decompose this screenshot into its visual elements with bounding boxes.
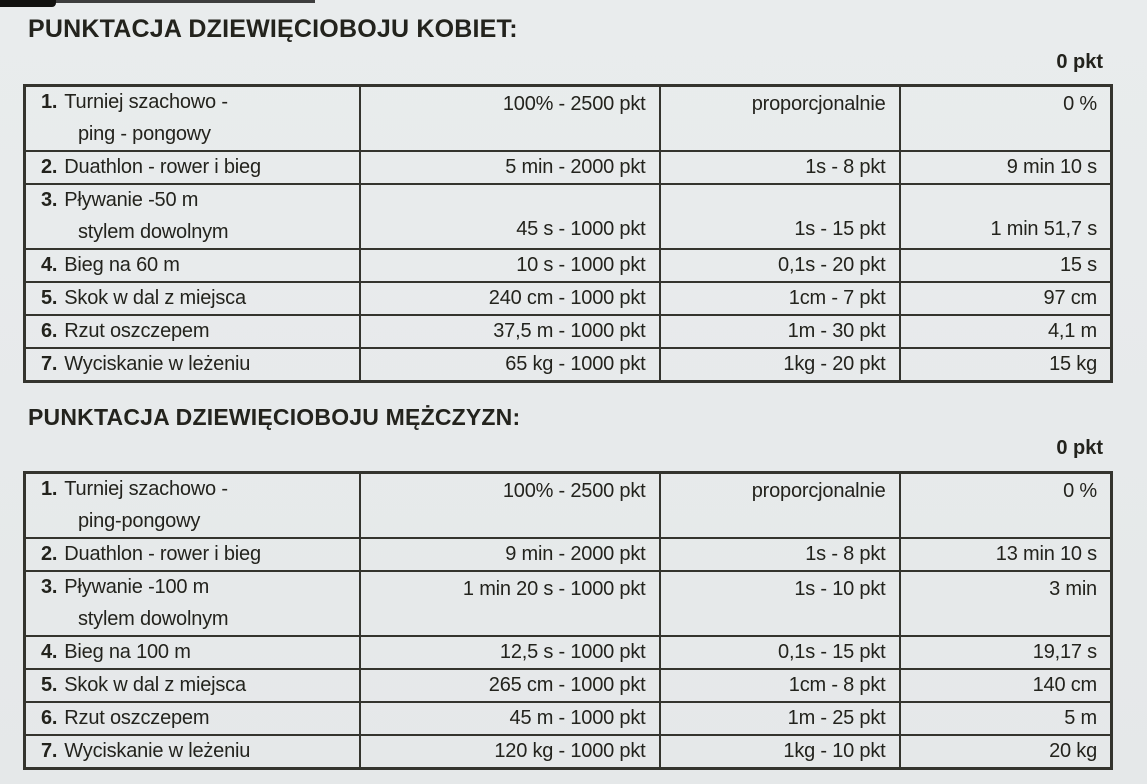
step-points-cell: proporcjonalnie: [660, 86, 900, 152]
event-name-cell: [25, 86, 360, 152]
table-row: [25, 315, 1112, 348]
table-row: [25, 636, 1112, 669]
zero-result-cell: 1 min 51,7 s: [900, 184, 1112, 249]
event-name-line2: stylem dowolnym: [78, 608, 229, 630]
zero-result-cell: 9 min 10 s: [900, 151, 1112, 184]
event-name: Wyciskanie w leżeniu: [64, 740, 251, 762]
women-scoring-table: [23, 84, 1113, 383]
table-row: [25, 735, 1112, 769]
row-number: 6.: [41, 707, 58, 729]
row-number: 6.: [41, 320, 58, 342]
row-number: 5.: [41, 287, 58, 309]
row-number: 5.: [41, 674, 58, 696]
max-points-cell: 45 s - 1000 pkt: [360, 184, 660, 249]
row-number: 1.: [41, 478, 58, 500]
event-name-line2: stylem dowolnym: [78, 221, 229, 243]
event-name: Turniej szachowo -: [64, 91, 228, 113]
event-name-cell: [25, 571, 360, 636]
event-name: Pływanie -50 m: [64, 189, 199, 211]
zero-result-cell: 97 cm: [900, 282, 1112, 315]
table-row: [25, 348, 1112, 382]
step-points-cell: 1kg - 10 pkt: [660, 735, 900, 769]
row-number: 4.: [41, 641, 58, 663]
event-name: Duathlon - rower i bieg: [64, 156, 261, 178]
event-name-cell: [25, 538, 360, 571]
step-points-cell: 0,1s - 15 pkt: [660, 636, 900, 669]
step-points-cell: 1s - 8 pkt: [660, 538, 900, 571]
event-name: Duathlon - rower i bieg: [64, 543, 261, 565]
zero-result-cell: 0 %: [900, 473, 1112, 539]
step-points-cell: 1kg - 20 pkt: [660, 348, 900, 382]
zero-result-cell: 19,17 s: [900, 636, 1112, 669]
row-number: 2.: [41, 156, 58, 178]
zero-result-cell: 20 kg: [900, 735, 1112, 769]
max-points-cell: 12,5 s - 1000 pkt: [360, 636, 660, 669]
zero-result-cell: 5 m: [900, 702, 1112, 735]
max-points-cell: 10 s - 1000 pkt: [360, 249, 660, 282]
table-row: [25, 571, 1112, 636]
event-name-cell: [25, 348, 360, 382]
event-name-cell: [25, 151, 360, 184]
max-points-cell: 240 cm - 1000 pkt: [360, 282, 660, 315]
row-number: 4.: [41, 254, 58, 276]
men-table-title: PUNKTACJA DZIEWIĘCIOBOJU MĘŻCZYZN:: [28, 404, 521, 430]
zero-result-cell: 15 kg: [900, 348, 1112, 382]
step-points-cell: 1s - 8 pkt: [660, 151, 900, 184]
event-name: Rzut oszczepem: [64, 320, 210, 342]
event-name: Turniej szachowo -: [64, 478, 228, 500]
row-number: 7.: [41, 740, 58, 762]
row-number: 3.: [41, 576, 58, 598]
table-row: [25, 184, 1112, 249]
max-points-cell: 37,5 m - 1000 pkt: [360, 315, 660, 348]
event-name-cell: [25, 315, 360, 348]
max-points-cell: 265 cm - 1000 pkt: [360, 669, 660, 702]
max-points-cell: 100% - 2500 pkt: [360, 86, 660, 152]
step-points-cell: 0,1s - 20 pkt: [660, 249, 900, 282]
table-row: [25, 86, 1112, 152]
step-points-cell: 1cm - 7 pkt: [660, 282, 900, 315]
table-row: [25, 538, 1112, 571]
step-points-cell: proporcjonalnie: [660, 473, 900, 539]
table-row: [25, 473, 1112, 539]
event-name-line2: ping-pongowy: [78, 510, 201, 532]
men-scoring-table: [23, 471, 1113, 770]
table-row: [25, 282, 1112, 315]
row-number: 1.: [41, 91, 58, 113]
event-name: Wyciskanie w leżeniu: [64, 353, 251, 375]
event-name: Bieg na 60 m: [64, 254, 180, 276]
event-name-cell: [25, 636, 360, 669]
row-number: 2.: [41, 543, 58, 565]
event-name-cell: [25, 669, 360, 702]
zero-result-cell: 0 %: [900, 86, 1112, 152]
max-points-cell: 45 m - 1000 pkt: [360, 702, 660, 735]
step-points-cell: 1cm - 8 pkt: [660, 669, 900, 702]
event-name: Rzut oszczepem: [64, 707, 210, 729]
scan-corner-artifact: [0, 0, 56, 7]
step-points-cell: 1s - 10 pkt: [660, 571, 900, 636]
event-name-cell: [25, 184, 360, 249]
step-points-cell: 1m - 25 pkt: [660, 702, 900, 735]
table-row: [25, 249, 1112, 282]
event-name-cell: [25, 702, 360, 735]
event-name: Skok w dal z miejsca: [64, 287, 246, 309]
row-number: 3.: [41, 189, 58, 211]
event-name: Skok w dal z miejsca: [64, 674, 246, 696]
event-name-cell: [25, 473, 360, 539]
women-table-title: PUNKTACJA DZIEWIĘCIOBOJU KOBIET:: [28, 15, 518, 43]
max-points-cell: 65 kg - 1000 pkt: [360, 348, 660, 382]
max-points-cell: 9 min - 2000 pkt: [360, 538, 660, 571]
table-row: [25, 151, 1112, 184]
zero-result-cell: 4,1 m: [900, 315, 1112, 348]
max-points-cell: 1 min 20 s - 1000 pkt: [360, 571, 660, 636]
event-name-cell: [25, 735, 360, 769]
women-zero-pkt-label: 0 pkt: [1056, 51, 1103, 73]
event-name-cell: [25, 282, 360, 315]
step-points-cell: 1m - 30 pkt: [660, 315, 900, 348]
max-points-cell: 5 min - 2000 pkt: [360, 151, 660, 184]
zero-result-cell: 140 cm: [900, 669, 1112, 702]
step-points-cell: 1s - 15 pkt: [660, 184, 900, 249]
event-name: Pływanie -100 m: [64, 576, 210, 598]
table-row: [25, 702, 1112, 735]
event-name: Bieg na 100 m: [64, 641, 191, 663]
max-points-cell: 100% - 2500 pkt: [360, 473, 660, 539]
event-name-cell: [25, 249, 360, 282]
event-name-line2: ping - pongowy: [78, 123, 211, 145]
max-points-cell: 120 kg - 1000 pkt: [360, 735, 660, 769]
men-zero-pkt-label: 0 pkt: [1056, 437, 1103, 459]
row-number: 7.: [41, 353, 58, 375]
zero-result-cell: 13 min 10 s: [900, 538, 1112, 571]
table-row: [25, 669, 1112, 702]
zero-result-cell: 3 min: [900, 571, 1112, 636]
zero-result-cell: 15 s: [900, 249, 1112, 282]
